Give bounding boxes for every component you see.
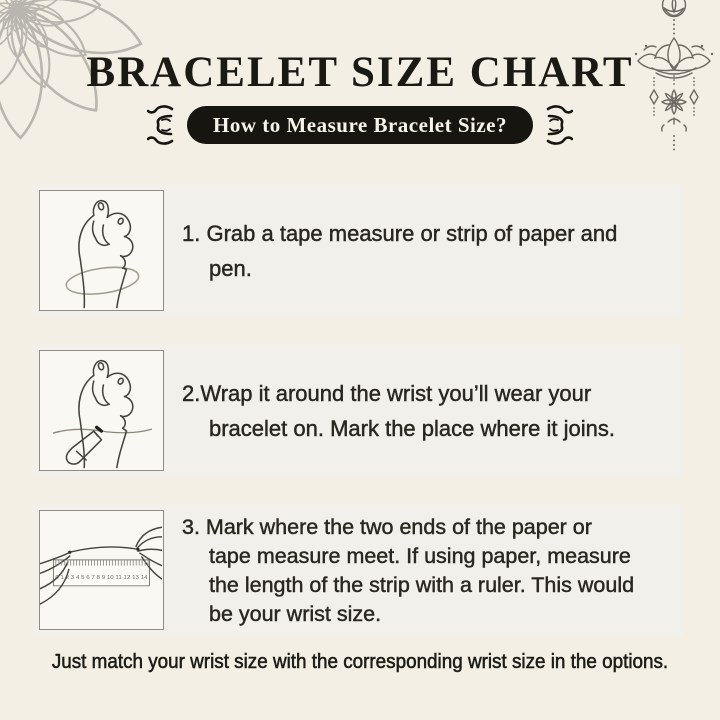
step-1-illustration-box [39,190,164,311]
step-3-line-3: the length of the strip with a ruler. This would [209,573,635,597]
step-2-panel [33,344,683,477]
swirl-flourish-right-icon [546,104,573,146]
step-3-line-1: 3. Mark where the two ends of the paper or [182,515,592,539]
subtitle-badge-row [0,104,720,146]
page-title: BRACELET SIZE CHART [86,49,634,96]
step-2-line-1: 2.Wrap it around the wrist you’ll wear your [182,380,592,406]
step-3-text [182,510,634,630]
step-3-line-2: tape measure meet. If using paper, measure [209,544,631,568]
step-2-line-2: bracelet on. Mark the place where it joins. [209,415,615,441]
step-3-illustration-box [39,510,164,630]
subtitle-badge: How to Measure Bracelet Size? [187,106,533,144]
step-1-text [182,190,617,311]
step-1-panel [33,184,683,317]
footer-note: Just match your wrist size with the corresponding wrist size in the options. [51,650,669,673]
step-1-line-2: pen. [209,255,252,281]
instruction-steps [33,184,683,636]
step-2-text [182,350,615,471]
ruler-numbers: 0 1 2 3 4 5 6 7 8 9 10 11 12 13 14 [55,575,148,582]
hand-with-pen-marking-wrist-icon [40,351,162,469]
step-3-line-4: be your wrist size. [209,602,382,626]
step-2-illustration-box [39,350,164,471]
step-1-line-1: 1. Grab a tape measure or strip of paper and [182,220,618,246]
hand-with-tape-loop-icon [40,191,162,309]
hands-holding-strip-over-ruler-icon [40,511,162,628]
swirl-flourish-left-icon [147,104,174,146]
step-3-panel [33,504,683,636]
